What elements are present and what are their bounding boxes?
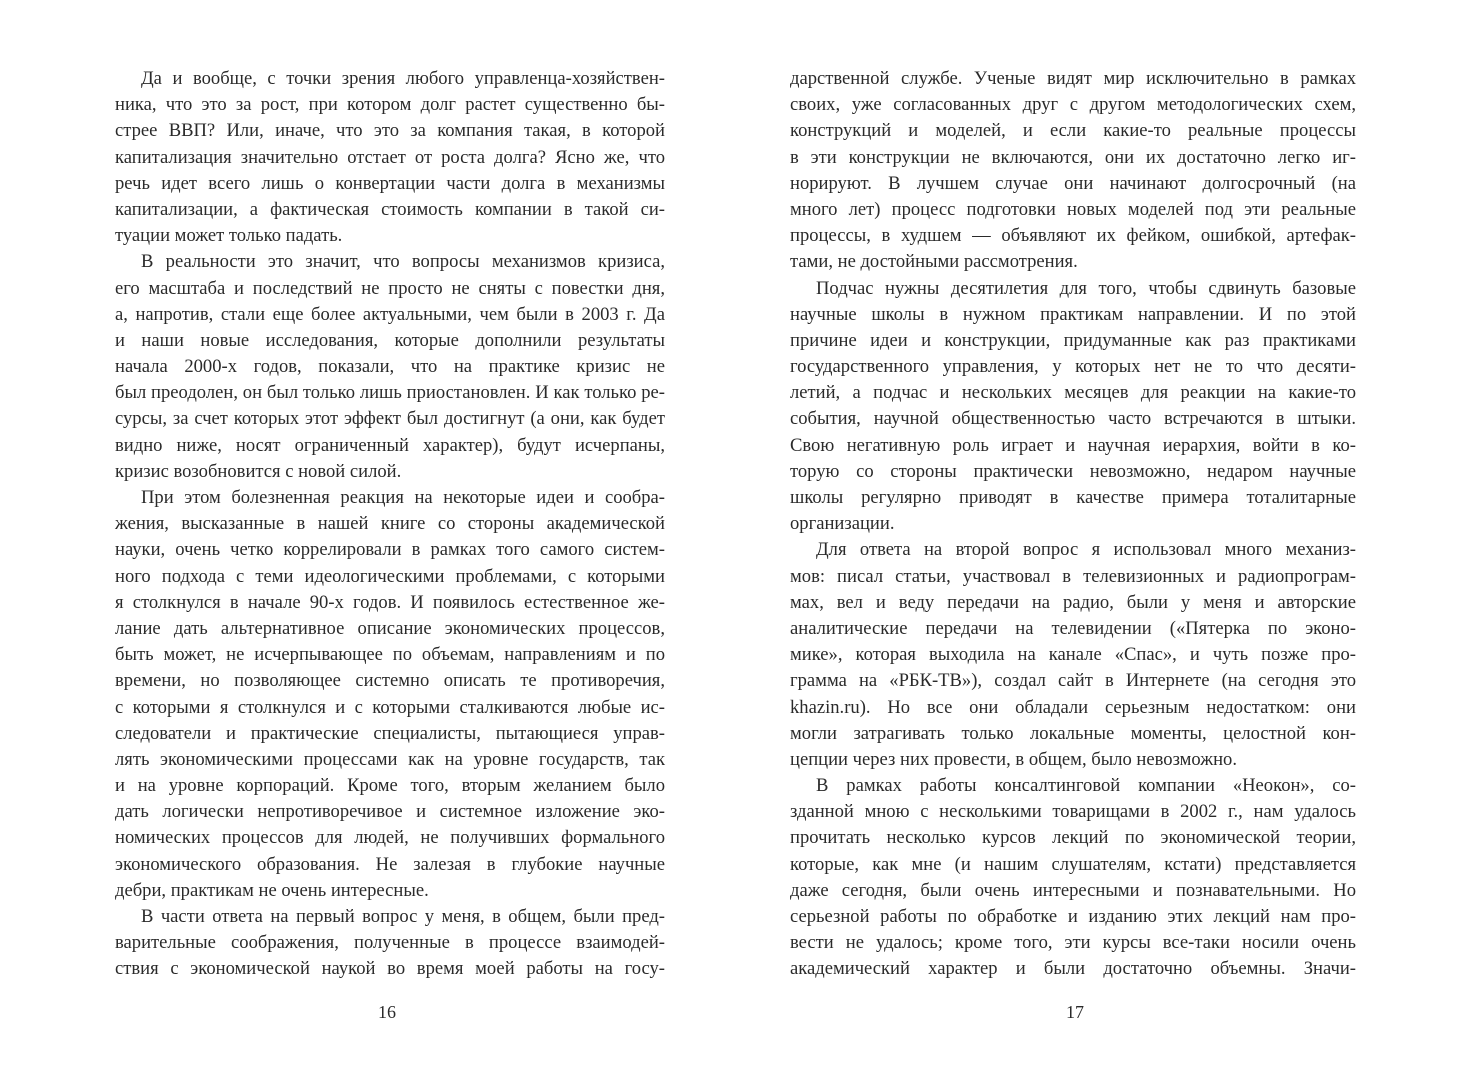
text-line: В рамках работы консалтинговой компании «Неокон», со- — [816, 775, 1356, 797]
left-page-text — [115, 66, 665, 983]
text-line: лание дать альтернативное описание экономических процессов, — [115, 617, 665, 639]
text-line: серьезной работы по обработке и изданию этих лекций нам про- — [790, 906, 1356, 927]
text-line: Подчас нужны десятилетия для того, чтобы сдвинуть базовые — [816, 277, 1356, 299]
text-line: норируют. В лучшем случае они начинают долгосрочный (на — [790, 172, 1356, 194]
text-line: экономического образования. Не залезая в глубокие научные — [115, 853, 665, 875]
text-line: с которыми я столкнулся и с которыми сталкиваются любые ис- — [115, 696, 665, 718]
text-line: государственного управления, у которых нет не то что десяти- — [790, 356, 1356, 378]
page-number-left: 16 — [378, 1002, 396, 1022]
text-line: его масштаба и последствий не просто не сняты с повестки дня, — [115, 277, 665, 299]
text-line: Да и вообще, с точки зрения любого управленца-хозяйствен- — [141, 68, 665, 89]
page-number-right: 17 — [1066, 1002, 1084, 1022]
text-line: в эти конструкции не включаются, они их достаточно легко иг- — [790, 146, 1356, 168]
text-line: В реальности это значит, что вопросы механизмов кризиса, — [141, 251, 665, 273]
text-line: аналитические передачи на телевидении («Пятерка по эконо- — [790, 617, 1356, 639]
text-line: вести не удалось; кроме того, эти курсы все-таки носили очень — [790, 932, 1356, 954]
text-line: капитализации, а фактическая стоимость компании в такой си- — [115, 198, 665, 220]
text-line: быть может, не исчерпывающее по объемам, направлениям и по — [115, 644, 665, 666]
text-line: много лет) процесс подготовки новых моделей под эти реальные — [790, 198, 1356, 220]
text-line: причине идеи и конструкции, придуманные как раз практиками — [790, 329, 1356, 351]
text-line: В части ответа на первый вопрос у меня, в общем, были пред- — [141, 906, 665, 927]
text-line: дать логически непротиворечивое и системное изложение эко- — [115, 801, 665, 823]
text-line: процессы, в худшем — объявляют их фейком, ошибкой, артефак- — [790, 225, 1356, 247]
text-line: школы регулярно приводят в качестве примера тоталитарные — [790, 487, 1356, 508]
text-line: мов: писал статьи, участвовал в телевизионных и радиопрограм- — [790, 565, 1356, 587]
text-line: капитализация значительно отстает от роста долга? Ясно же, что — [115, 146, 665, 168]
text-line: цепции через них провести, в общем, было невозможно. — [790, 748, 1238, 770]
text-line: был преодолен, он был только лишь приостановлен. И как только ре- — [115, 382, 665, 404]
right-page-text — [790, 66, 1356, 983]
text-line: При этом болезненная реакция на некоторые идеи и сообра- — [141, 487, 665, 508]
text-line: Для ответа на второй вопрос я использовал много механиз- — [816, 539, 1356, 561]
text-line: речь идет всего лишь о конвертации части долга в механизмы — [115, 172, 665, 194]
text-line: видно ниже, носят ограниченный характер), будут исчерпаны, — [115, 434, 665, 456]
text-line: лять экономическими процессами как на уровне государств, так — [115, 748, 665, 770]
text-line: даже сегодня, были очень интересными и познавательными. Но — [790, 879, 1356, 901]
text-line: туации может только падать. — [115, 225, 343, 247]
text-line: своих, уже согласованных друг с другом методологических схем, — [790, 94, 1356, 116]
text-line: и на уровне корпораций. Кроме того, вторым желанием было — [115, 775, 665, 797]
text-line: следователи и практические специалисты, пытающиеся управ- — [115, 722, 665, 744]
text-line: тами, не достойными рассмотрения. — [790, 251, 1078, 273]
text-line: научные школы в нужном практикам направлении. И по этой — [790, 303, 1356, 325]
text-line: ного подхода с теми идеологическими проблемами, с которыми — [115, 565, 665, 587]
text-line: события, научной общественностью часто встречаются в штыки. — [790, 408, 1356, 430]
text-line: зданной мною с несколькими товарищами в 2002 г., нам удалось — [790, 801, 1356, 823]
text-line: кризис возобновится с новой силой. — [115, 460, 402, 482]
text-line: и наши новые исследования, которые дополнили результаты — [115, 329, 665, 351]
text-line: дебри, практикам не очень интересные. — [115, 879, 429, 901]
text-line: могли затрагивать только локальные моменты, целостной кон- — [790, 722, 1356, 744]
text-line: мах, вел и веду передачи на радио, были у меня и авторские — [790, 591, 1356, 613]
text-line: науки, очень четко коррелировали в рамках того самого систем- — [115, 539, 665, 561]
text-line: а, напротив, стали еще более актуальными, чем были в 2003 г. Да — [115, 303, 665, 325]
text-line: академический характер и были достаточно объемны. Значи- — [790, 958, 1356, 980]
text-line: организации. — [790, 513, 895, 535]
text-line: начала 2000-х годов, показали, что на практике кризис не — [115, 356, 665, 378]
text-line: дарственной службе. Ученые видят мир исключительно в рамках — [790, 68, 1356, 89]
text-line: летий, а подчас и нескольких месяцев для реакции на какие-то — [790, 382, 1356, 404]
text-line: времени, но позволяющее системно описать те противоречия, — [115, 670, 665, 692]
text-line: грамма на «РБК-ТВ»), создал сайт в Интернете (на сегодня это — [790, 670, 1356, 692]
text-line: стрее ВВП? Или, иначе, что это за компания такая, в которой — [115, 120, 665, 142]
text-line: номических процессов для людей, не получивших формального — [115, 827, 665, 849]
text-line: Свою негативную роль играет и научная иерархия, войти в ко- — [790, 434, 1356, 456]
text-line: khazin.ru). Но все они обладали серьезным недостатком: они — [790, 696, 1356, 718]
text-line: ника, что это за рост, при котором долг растет существенно бы- — [115, 94, 665, 116]
text-line: прочитать несколько курсов лекций по экономической теории, — [790, 827, 1356, 849]
text-line: я столкнулся в начале 90-х годов. И появилось естественное же- — [115, 591, 665, 613]
text-line: варительные соображения, полученные в процессе взаимодей- — [115, 932, 665, 954]
text-line: которые, как мне (и нашим слушателям, кстати) представляется — [790, 853, 1356, 875]
text-line: торую со стороны практически невозможно, недаром научные — [790, 460, 1356, 482]
text-line: ствия с экономической наукой во время моей работы на госу- — [115, 958, 665, 980]
text-line: жения, высказанные в нашей книге со стороны академической — [115, 513, 665, 535]
text-line: конструкций и моделей, и если какие-то реальные процессы — [790, 120, 1356, 142]
text-line: сурсы, за счет которых этот эффект был достигнут (а они, как будет — [115, 408, 665, 430]
text-line: мике», которая выходила на канале «Спас», и чуть позже про- — [790, 644, 1356, 666]
